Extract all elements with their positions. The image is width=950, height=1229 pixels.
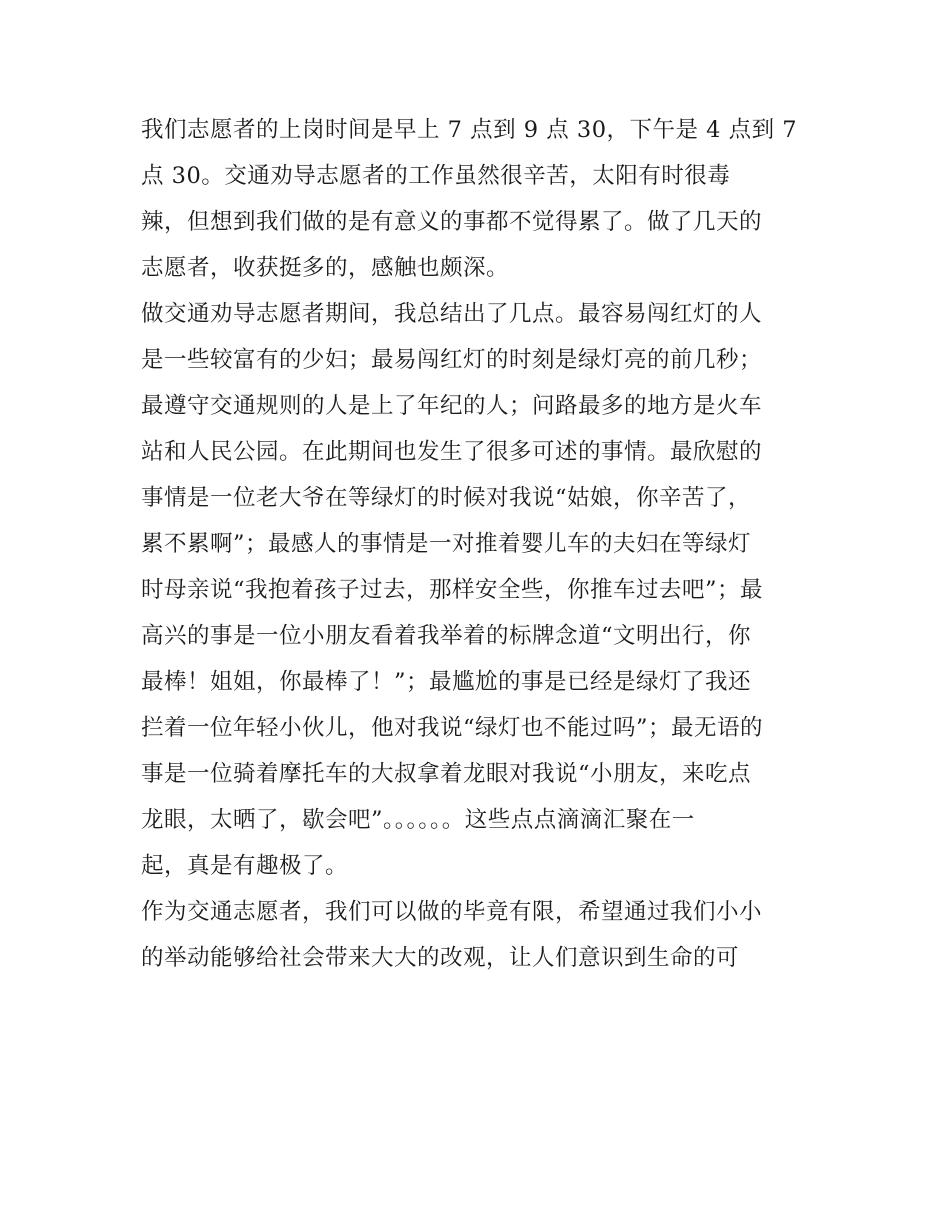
text-line: 点 30。交通劝导志愿者的工作虽然很辛苦，太阳有时很毒 bbox=[141, 163, 731, 189]
text-line: 我们志愿者的上岗时间是早上 7 点到 9 点 30，下午是 4 点到 7 bbox=[141, 117, 798, 143]
text-line: 做交通劝导志愿者期间，我总结出了几点。最容易闯红灯的人 bbox=[141, 301, 763, 327]
text-line: 最棒！姐姐，你最棒了！”；最尴尬的事是已经是绿灯了我还 bbox=[141, 669, 752, 695]
text-line: 累不累啊”；最感人的事情是一对推着婴儿车的夫妇在等绿灯 bbox=[141, 531, 752, 557]
text-line: 龙眼，太晒了，歇会吧”。。。。。。这些点点滴滴汇聚在一 bbox=[141, 807, 695, 833]
text-line: 站和人民公园。在此期间也发生了很多可述的事情。最欣慰的 bbox=[141, 439, 763, 465]
text-line: 起，真是有趣极了。 bbox=[141, 853, 349, 879]
body-text bbox=[141, 107, 811, 981]
text-line: 是一些较富有的少妇；最易闯红灯的时刻是绿灯亮的前几秒； bbox=[141, 347, 763, 373]
text-line: 拦着一位年轻小伙儿，他对我说“绿灯也不能过吗”；最无语的 bbox=[141, 715, 764, 741]
text-line: 最遵守交通规则的人是上了年纪的人；问路最多的地方是火车 bbox=[141, 393, 763, 419]
text-line: 志愿者，收获挺多的，感触也颇深。 bbox=[141, 255, 510, 281]
text-line: 作为交通志愿者，我们可以做的毕竟有限，希望通过我们小小 bbox=[141, 899, 763, 925]
text-line: 辣，但想到我们做的是有意义的事都不觉得累了。做了几天的 bbox=[141, 209, 763, 235]
text-line: 高兴的事是一位小朋友看着我举着的标牌念道“文明出行，你 bbox=[141, 623, 752, 649]
text-line: 事情是一位老大爷在等绿灯的时候对我说“姑娘，你辛苦了， bbox=[141, 485, 752, 511]
text-line: 时母亲说“我抱着孩子过去，那样安全些，你推车过去吧”；最 bbox=[141, 577, 764, 603]
text-line: 的举动能够给社会带来大大的改观，让人们意识到生命的可 bbox=[141, 945, 740, 971]
text-line: 事是一位骑着摩托车的大叔拿着龙眼对我说“小朋友，来吃点 bbox=[141, 761, 752, 787]
